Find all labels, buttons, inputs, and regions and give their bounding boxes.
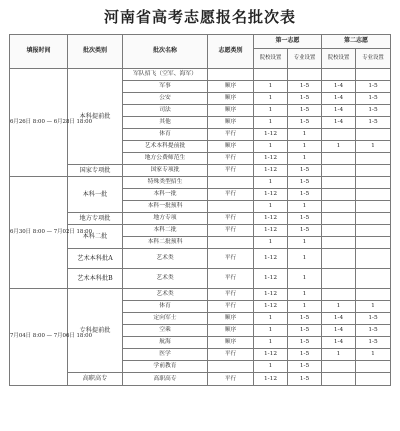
row-first-school: 1-12	[254, 373, 288, 386]
row-first-major: 1	[288, 237, 322, 249]
row-second-major	[356, 189, 391, 201]
row-first-major: 1-5	[288, 105, 322, 117]
row-second-school	[322, 153, 356, 165]
row-first-major: 1-5	[288, 177, 322, 189]
time-cell-2: 6月30日 8:00 — 7月02日 18:00	[10, 177, 68, 289]
row-name: 军事	[123, 81, 208, 93]
row-second-school	[322, 69, 356, 81]
row-second-school: 1-4	[322, 325, 356, 337]
row-second-major	[356, 361, 391, 373]
row-second-major	[356, 201, 391, 213]
row-name: 特殊类型招生	[123, 177, 208, 189]
time-cell-1: 6月26日 8:00 — 6月28日 18:00	[10, 69, 68, 177]
row-second-school: 1-4	[322, 93, 356, 105]
row-type	[208, 237, 254, 249]
row-name: 航海	[123, 337, 208, 349]
row-second-school	[322, 373, 356, 386]
batch-difang-zhuanxiang: 地方专项批	[68, 213, 123, 225]
header-name: 批次名称	[123, 35, 208, 69]
row-first-major: 1-5	[288, 189, 322, 201]
row-first-major: 1	[288, 129, 322, 141]
row-name: 本科二批预科	[123, 237, 208, 249]
row-type	[208, 69, 254, 81]
batch-zhuanke-tiqian: 专科提前批	[68, 289, 123, 373]
row-second-major: 1-5	[356, 337, 391, 349]
row-name: 其他	[123, 117, 208, 129]
row-first-school: 1	[254, 313, 288, 325]
row-second-school: 1	[322, 141, 356, 153]
row-second-major	[356, 177, 391, 189]
row-type	[208, 177, 254, 189]
row-second-school: 1-4	[322, 313, 356, 325]
row-type	[208, 361, 254, 373]
row-first-school: 1-12	[254, 129, 288, 141]
row-first-school: 1	[254, 81, 288, 93]
row-name: 本科二批	[123, 225, 208, 237]
row-second-school	[322, 129, 356, 141]
row-first-major: 1-5	[288, 225, 322, 237]
row-second-school	[322, 165, 356, 177]
row-first-school: 1	[254, 337, 288, 349]
row-first-major: 1-5	[288, 165, 322, 177]
row-type: 顺序	[208, 313, 254, 325]
row-name: 艺术类	[123, 269, 208, 289]
row-second-school	[322, 269, 356, 289]
row-first-school: 1-12	[254, 349, 288, 361]
row-second-school: 1-4	[322, 105, 356, 117]
row-first-school: 1	[254, 141, 288, 153]
row-second-major: 1	[356, 349, 391, 361]
row-first-school: 1	[254, 201, 288, 213]
row-first-major: 1	[288, 141, 322, 153]
batch-gaozhi-gaozhuan: 高职高专	[68, 373, 123, 386]
page-title: 河南省高考志愿报名批次表	[103, 8, 296, 26]
row-first-school: 1-12	[254, 249, 288, 269]
row-second-school: 1-4	[322, 117, 356, 129]
row-first-school: 1	[254, 177, 288, 189]
row-second-school	[322, 361, 356, 373]
row-type: 平行	[208, 269, 254, 289]
row-second-school	[322, 237, 356, 249]
row-type: 顺序	[208, 325, 254, 337]
row-first-school: 1	[254, 93, 288, 105]
row-name: 艺术类	[123, 289, 208, 301]
row-second-major: 1	[356, 301, 391, 313]
row-type: 平行	[208, 189, 254, 201]
row-type: 平行	[208, 213, 254, 225]
row-second-school	[322, 189, 356, 201]
row-second-major	[356, 153, 391, 165]
row-first-major: 1	[288, 249, 322, 269]
header-second-school: 院校设置	[322, 49, 356, 69]
header-second-major: 专业设置	[356, 49, 391, 69]
row-type: 平行	[208, 153, 254, 165]
row-second-major: 1-5	[356, 81, 391, 93]
row-name: 军队招飞（空军、海军）	[123, 69, 208, 81]
row-type: 平行	[208, 165, 254, 177]
row-name: 艺术类	[123, 249, 208, 269]
row-name: 本科一批	[123, 189, 208, 201]
row-first-school: 1-12	[254, 189, 288, 201]
row-name: 定向军士	[123, 313, 208, 325]
row-first-school: 1	[254, 117, 288, 129]
row-type: 平行	[208, 129, 254, 141]
row-first-major: 1-5	[288, 81, 322, 93]
header-first-choice: 第一志愿	[254, 35, 322, 49]
row-first-major: 1-5	[288, 93, 322, 105]
row-first-major: 1-5	[288, 117, 322, 129]
row-type: 平行	[208, 301, 254, 313]
row-name: 地方专项	[123, 213, 208, 225]
row-second-school	[322, 225, 356, 237]
row-type: 平行	[208, 349, 254, 361]
row-name: 艺术本科提前批	[123, 141, 208, 153]
batch-benke-yi: 本科一批	[68, 177, 123, 213]
row-second-major: 1-5	[356, 105, 391, 117]
row-type: 平行	[208, 289, 254, 301]
row-first-major: 1	[288, 153, 322, 165]
row-type	[208, 201, 254, 213]
header-first-school: 院校设置	[254, 49, 288, 69]
row-second-major	[356, 269, 391, 289]
row-name: 高职高专	[123, 373, 208, 386]
row-first-school: 1	[254, 361, 288, 373]
row-type: 顺序	[208, 93, 254, 105]
row-type: 顺序	[208, 141, 254, 153]
row-second-school: 1-4	[322, 81, 356, 93]
row-second-major	[356, 373, 391, 386]
batch-yishu-a: 艺术本科批A	[68, 249, 123, 269]
row-type: 平行	[208, 249, 254, 269]
row-second-major	[356, 289, 391, 301]
batch-table	[9, 34, 391, 386]
row-second-school: 1-4	[322, 337, 356, 349]
row-second-school	[322, 289, 356, 301]
row-second-major	[356, 69, 391, 81]
row-first-school: 1-12	[254, 153, 288, 165]
row-second-major: 1-5	[356, 325, 391, 337]
row-first-school: 1	[254, 105, 288, 117]
row-first-school: 1-12	[254, 289, 288, 301]
header-type: 志愿类别	[208, 35, 254, 69]
row-name: 公安	[123, 93, 208, 105]
row-name: 司法	[123, 105, 208, 117]
row-second-major	[356, 213, 391, 225]
row-name: 学前教育	[123, 361, 208, 373]
batch-yishu-b: 艺术本科批B	[68, 269, 123, 289]
row-first-major: 1	[288, 301, 322, 313]
row-first-school	[254, 69, 288, 81]
row-second-school	[322, 201, 356, 213]
row-name: 医学	[123, 349, 208, 361]
row-first-major: 1	[288, 289, 322, 301]
header-time: 填报时间	[10, 35, 68, 69]
batch-benke-tiqian: 本科提前批	[68, 69, 123, 165]
row-type: 顺序	[208, 117, 254, 129]
row-first-school: 1-12	[254, 225, 288, 237]
row-second-school	[322, 213, 356, 225]
row-first-major: 1-5	[288, 325, 322, 337]
row-second-major: 1-5	[356, 313, 391, 325]
row-first-school: 1-12	[254, 213, 288, 225]
row-first-major: 1-5	[288, 313, 322, 325]
row-second-major: 1-5	[356, 93, 391, 105]
row-first-major: 1-5	[288, 373, 322, 386]
row-type: 顺序	[208, 337, 254, 349]
row-second-major	[356, 249, 391, 269]
row-second-major	[356, 237, 391, 249]
row-type: 平行	[208, 225, 254, 237]
header-batch: 批次类别	[68, 35, 123, 69]
row-name: 体育	[123, 129, 208, 141]
row-first-major: 1	[288, 269, 322, 289]
batch-benke-er: 本科二批	[68, 225, 123, 249]
row-first-school: 1-12	[254, 301, 288, 313]
row-second-school	[322, 177, 356, 189]
row-type: 顺序	[208, 105, 254, 117]
header-first-major: 专业设置	[288, 49, 322, 69]
time-cell-3: 7月04日 8:00 — 7月06日 18:00	[10, 289, 68, 386]
row-name: 体育	[123, 301, 208, 313]
row-name: 地方公费师范生	[123, 153, 208, 165]
row-second-school	[322, 249, 356, 269]
row-second-major: 1	[356, 141, 391, 153]
row-first-school: 1	[254, 325, 288, 337]
row-first-major: 1-5	[288, 349, 322, 361]
row-name: 国家专项批	[123, 165, 208, 177]
row-type: 平行	[208, 373, 254, 386]
row-second-major	[356, 129, 391, 141]
row-second-school: 1	[322, 349, 356, 361]
row-first-major	[288, 69, 322, 81]
row-first-major: 1-5	[288, 213, 322, 225]
row-first-school: 1	[254, 237, 288, 249]
row-first-major: 1-5	[288, 361, 322, 373]
row-first-school: 1-12	[254, 165, 288, 177]
row-second-school: 1	[322, 301, 356, 313]
batch-guojia-zhuanxiang: 国家专项批	[68, 165, 123, 177]
row-second-major	[356, 225, 391, 237]
row-first-major: 1-5	[288, 337, 322, 349]
row-first-school: 1-12	[254, 269, 288, 289]
row-name: 空乘	[123, 325, 208, 337]
row-second-major	[356, 165, 391, 177]
header-second-choice: 第二志愿	[322, 35, 391, 49]
row-type: 顺序	[208, 81, 254, 93]
row-name: 本科一批预科	[123, 201, 208, 213]
row-first-major: 1	[288, 201, 322, 213]
row-second-major: 1-5	[356, 117, 391, 129]
